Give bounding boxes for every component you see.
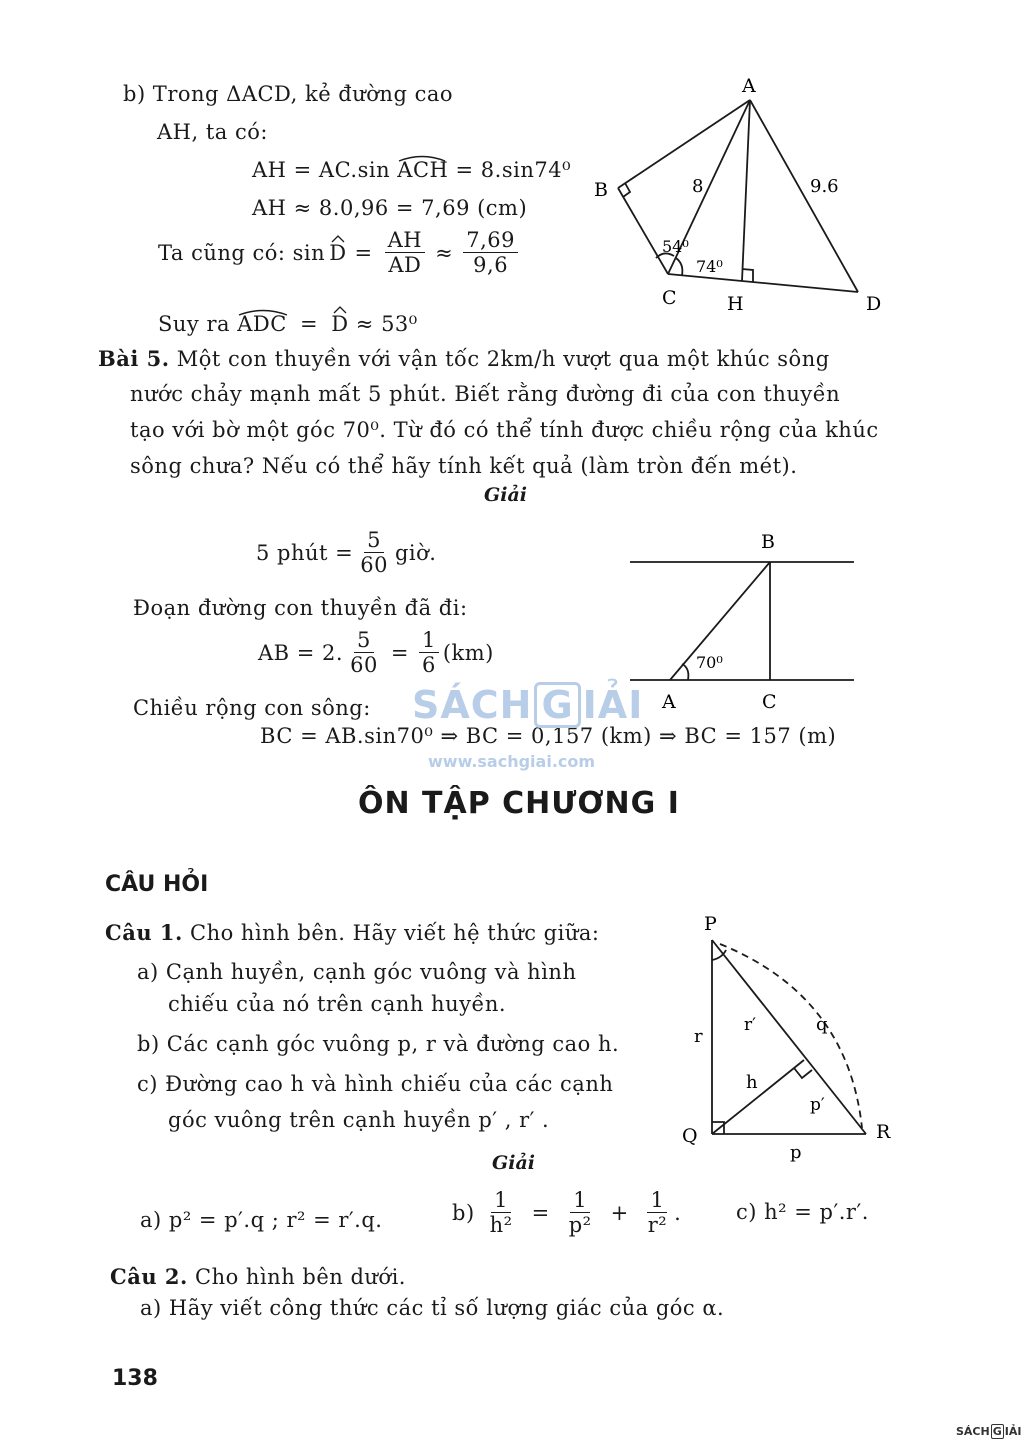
- fraction-1-h2: $\frac{1}{\text{h²}}$: [489, 1188, 513, 1238]
- corner-logo: SÁCH G IẢI: [956, 1425, 1022, 1438]
- part-b-eq2: AH ≈ 8.0,96 = 7,69 (cm): [252, 196, 528, 220]
- angle-arc-74: [676, 258, 682, 275]
- label-angle-70: 70⁰: [696, 653, 723, 672]
- part-b-line1: b) Trong ΔACD, kẻ đường cao: [123, 82, 453, 106]
- label-B: B: [594, 179, 608, 201]
- cau2-a: a) Hãy viết công thức các tỉ số lượng giác của góc α.: [140, 1296, 725, 1320]
- chapter-title: ÔN TẬP CHƯƠNG I: [358, 786, 680, 821]
- fraction-5-60: $\frac{5}{60}$: [360, 528, 388, 578]
- label-D: D: [866, 293, 882, 315]
- label-r: r: [694, 1026, 703, 1047]
- edge-ad: [750, 100, 858, 292]
- figure-right-triangle: [676, 908, 906, 1168]
- label-C: C: [762, 691, 777, 713]
- eq1-left: AH = AC.sin: [252, 158, 391, 182]
- fraction-769-96: $\frac{7,69}{9,6}$: [463, 228, 518, 277]
- dashed-arc-q: [720, 944, 862, 1128]
- label-P: P: [704, 913, 717, 935]
- bai5-line2: nước chảy mạnh mất 5 phút. Biết rằng đường đi của con thuyền: [130, 382, 841, 406]
- bai5-line1: Bài 5. Một con thuyền với vận tốc 2km/h vượt qua một khúc sông: [98, 346, 830, 371]
- cau1-answer-c: c) h² = p′.r′.: [736, 1200, 869, 1224]
- label-R: R: [876, 1121, 891, 1143]
- label-angle-74: 74⁰: [696, 257, 723, 276]
- part-b-line2: AH, ta có:: [157, 120, 268, 144]
- part-b-eq3: Ta cũng có: sin D = $\frac{AH}{AD}$ ≈ $\frac{7,69}{9,6}$: [158, 228, 522, 277]
- label-h: h: [746, 1072, 758, 1093]
- label-p-prime: p′: [810, 1095, 825, 1115]
- cau1-a1: a) Cạnh huyền, cạnh góc vuông và hình: [137, 960, 577, 984]
- fraction-ah-ad: $\frac{AH}{AD}$: [385, 228, 425, 277]
- cau1-intro-line: Câu 1. Cho hình bên. Hãy viết hệ thức giữa:: [105, 920, 600, 945]
- figure-river: [624, 524, 864, 714]
- label-q: q: [816, 1014, 828, 1035]
- figure-quadrilateral: [580, 72, 900, 322]
- cau2-title: Câu 2.: [110, 1264, 188, 1289]
- altitude-ah: [742, 100, 750, 281]
- watermark-url: www.sachgiai.com: [428, 752, 596, 771]
- label-A: A: [742, 75, 756, 97]
- eq4-angle: ADC: [237, 312, 287, 336]
- label-9.6: 9.6: [810, 176, 839, 197]
- label-p: p: [790, 1142, 802, 1163]
- bai5-title: Bài 5.: [98, 346, 170, 371]
- bai5-s1: 5 phút = $\frac{5}{60}$ giờ.: [256, 528, 437, 578]
- eq4-D-hat: D: [331, 312, 348, 336]
- cau1-answer-a: a) p² = p′.q ; r² = r′.q.: [140, 1208, 383, 1232]
- fraction-1-r2: $\frac{1}{\text{r²}}$: [647, 1188, 668, 1238]
- bai5-s4: Chiều rộng con sông:: [133, 696, 371, 720]
- right-angle-foot: [794, 1068, 812, 1078]
- label-A: A: [662, 691, 676, 713]
- label-r-prime: r′: [744, 1015, 756, 1035]
- altitude-h: [712, 1060, 804, 1134]
- cau1-c2: góc vuông trên cạnh huyền p′ , r′ .: [168, 1108, 550, 1132]
- eq1-angle: ACH: [397, 158, 449, 182]
- fraction-1-6: $\frac{1}{6}$: [419, 628, 439, 677]
- watermark-logo: SÁCH G IẢI: [412, 683, 644, 727]
- edge-bc: [618, 188, 668, 274]
- edge-cd: [668, 274, 858, 292]
- cau1-c1: c) Đường cao h và hình chiếu của các cạnh: [137, 1072, 614, 1096]
- cau1-a2: chiếu của nó trên cạnh huyền.: [168, 992, 507, 1016]
- fraction-5-60-b: $\frac{5}{60}$: [350, 628, 378, 678]
- cau1-answer-b: b) $\frac{1}{\text{h²}}$ = $\frac{1}{\text{p²}}$ + $\frac{1}{\text{r²}}$ .: [452, 1188, 682, 1238]
- bai5-giai: Giải: [484, 484, 527, 506]
- bai5-s2: Đoạn đường con thuyền đã đi:: [133, 596, 468, 620]
- label-B: B: [761, 531, 775, 553]
- right-angle-h: [742, 269, 753, 282]
- bai5-s5: BC = AB.sin70⁰ ⇒ BC = 0,157 (km) ⇒ BC = 157 (m): [260, 724, 837, 748]
- part-b-eq1: [252, 158, 571, 182]
- page-number: 138: [112, 1366, 158, 1391]
- cau1-title: Câu 1.: [105, 920, 183, 945]
- bai5-s3: AB = 2. $\frac{5}{60}$ = $\frac{1}{6}$ (km): [258, 628, 494, 678]
- cau1-giai: Giải: [492, 1152, 535, 1174]
- cau1-b: b) Các cạnh góc vuông p, r và đường cao h.: [137, 1032, 620, 1056]
- eq3-D-hat: D: [329, 241, 346, 265]
- eq1-right: = 8.sin74⁰: [455, 158, 571, 182]
- angle-arc-70: [682, 664, 688, 680]
- label-C: C: [662, 287, 677, 309]
- bai5-line3: tạo với bờ một góc 70⁰. Từ đó có thể tính được chiều rộng của khúc: [130, 418, 879, 442]
- label-Q: Q: [682, 1125, 698, 1147]
- side-pr: [712, 940, 866, 1134]
- label-H: H: [727, 293, 744, 315]
- right-angle-b: [623, 183, 630, 197]
- part-b-eq4: Suy ra ADC = D ≈ 53⁰: [158, 312, 418, 336]
- section-cau-hoi: CÂU HỎI: [105, 872, 209, 897]
- label-angle-54: 54⁰: [662, 237, 689, 256]
- cau2-intro-line: Câu 2. Cho hình bên dưới.: [110, 1264, 406, 1289]
- label-8: 8: [692, 176, 704, 197]
- fraction-1-p2: $\frac{1}{\text{p²}}$: [568, 1188, 592, 1238]
- bai5-line4: sông chưa? Nếu có thể hãy tính kết quả (làm tròn đến mét).: [130, 454, 798, 478]
